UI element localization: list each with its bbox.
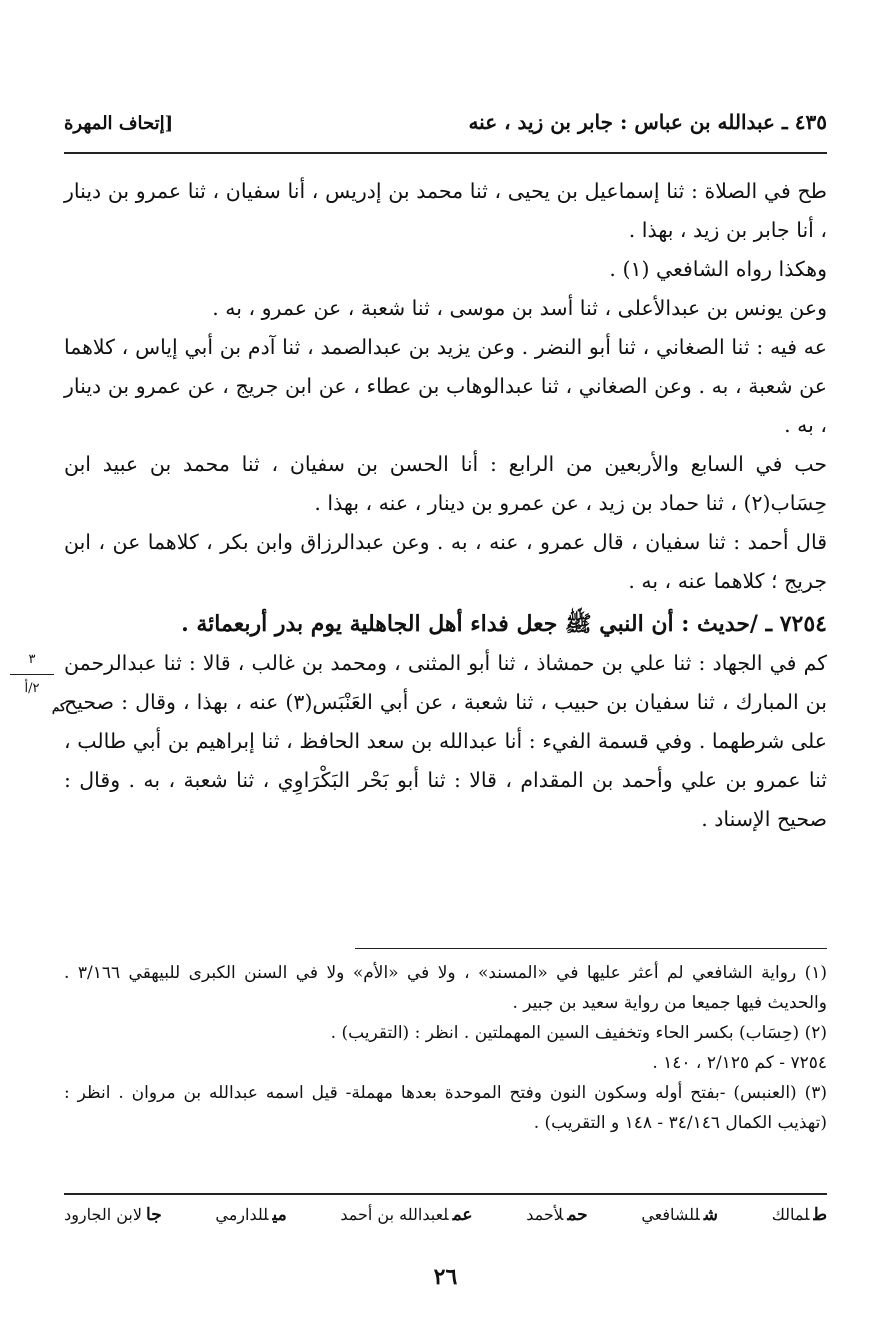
- main-text: [64, 172, 827, 839]
- paragraph-3: وعن يونس بن عبدالأعلى ، ثنا أسد بن موسى ، ثنا شعبة ، عن عمرو ، به .: [212, 296, 827, 320]
- siglum-item: عملعبدالله بن أحمد: [340, 1205, 473, 1225]
- footnote-rule: [355, 948, 827, 949]
- siglum-item: شللشافعي: [641, 1205, 719, 1225]
- sigla-legend: [64, 1205, 827, 1225]
- siglum-item: حملأحمد: [526, 1205, 588, 1225]
- sigla-rule: [64, 1193, 827, 1195]
- footnote-2: (٢) (حِسَاب) بكسر الحاء وتخفيف السين المهملتين . انظر : (التقريب) .: [330, 1023, 827, 1043]
- siglum-item: ميللدارمي: [215, 1205, 287, 1225]
- paragraph-2: وهكذا رواه الشافعي (١) .: [609, 257, 827, 281]
- book-title: [إتحاف المهرة: [64, 113, 174, 134]
- page-number: ٢٦: [433, 1264, 458, 1290]
- margin-note-rule: [10, 674, 54, 675]
- margin-note-top: ٣: [28, 652, 36, 667]
- running-header: [64, 90, 827, 134]
- siglum-item: جالابن الجارود: [64, 1205, 162, 1225]
- footnote-3: (٣) (العنبس) -بفتح أوله وسكون النون وفتح الموحدة بعدها مهملة- قيل اسمه عبدالله بن مروان . انظر : (تهذيب الكمال ٣٤/١٤٦ - ١٤٨ و التقريب) .: [64, 1083, 827, 1133]
- paragraph-5: حب في السابع والأربعين من الرابع : أنا الحسن بن سفيان ، ثنا محمد بن عبيد ابن حِسَاب(٢) ، ثنا حماد بن زيد ، عن عمرو بن دينار ، عنه ، بهذا .: [64, 452, 827, 515]
- margin-note-bottom: ٢/أ: [24, 681, 40, 696]
- siglum-item: طلمالك: [771, 1205, 827, 1225]
- paragraph-7: كم في الجهاد : ثنا علي بن حمشاذ ، ثنا أبو المثنى ، ومحمد بن غالب ، قالا : ثنا عبدالرحمن بن المبارك ، ثنا سفيان بن حبيب ، ثنا شعبة ، عن أبي العَنْبَس(٣) عنه ، بهذا ، وقال : صحيح على شرطهما . وفي قسمة الفيء : أنا عبدالله بن سعد الحافظ ، ثنا إبراهيم بن أبي طالب ، ثنا عمرو بن علي وأحمد بن المقدام ، قالا : ثنا أبو بَحْر البَكْرَاوِي ، ثنا شعبة ، به . وقال : صحيح الإسناد .: [64, 651, 827, 831]
- footnote-reference: ٧٢٥٤ - كم ٢/١٢٥ ، ١٤٠ .: [652, 1053, 827, 1073]
- margin-siglum: كم: [52, 700, 66, 714]
- paragraph-6: قال أحمد : ثنا سفيان ، قال عمرو ، عنه ، به . وعن عبدالرزاق وابن بكر ، كلاهما عن ، ابن جريج ؛ كلاهما عنه ، به .: [64, 530, 827, 593]
- paragraph-1: طح في الصلاة : ثنا إسماعيل بن يحيى ، ثنا محمد بن إدريس ، أنا سفيان ، ثنا عمرو بن دينار ، أنا جابر بن زيد ، بهذا .: [64, 179, 827, 242]
- chapter-title: ٤٣٥ ـ عبدالله بن عباس : جابر بن زيد ، عنه: [468, 110, 827, 134]
- footnotes: [64, 958, 827, 1138]
- header-rule: [64, 152, 827, 154]
- margin-note: [10, 652, 54, 697]
- hadith-heading: ٧٢٥٤ ـ /حديث : أن النبي ﷺ جعل فداء أهل الجاهلية يوم بدر أربعمائة .: [181, 611, 827, 637]
- footnote-1: (١) رواية الشافعي لم أعثر عليها في «المسند» ، ولا في «الأم» ولا في السنن الكبرى للبيهقي ٣/١٦٦ . والحديث فيها جميعا من رواية سعيد بن جبير .: [64, 963, 827, 1013]
- paragraph-4: عه فيه : ثنا الصغاني ، ثنا أبو النضر . وعن يزيد بن عبدالصمد ، ثنا آدم بن أبي إياس ، كلاهما عن شعبة ، به . وعن الصغاني ، ثنا عبدالوهاب بن عطاء ، عن ابن جريج ، عن عمرو بن دينار ، به .: [64, 335, 827, 437]
